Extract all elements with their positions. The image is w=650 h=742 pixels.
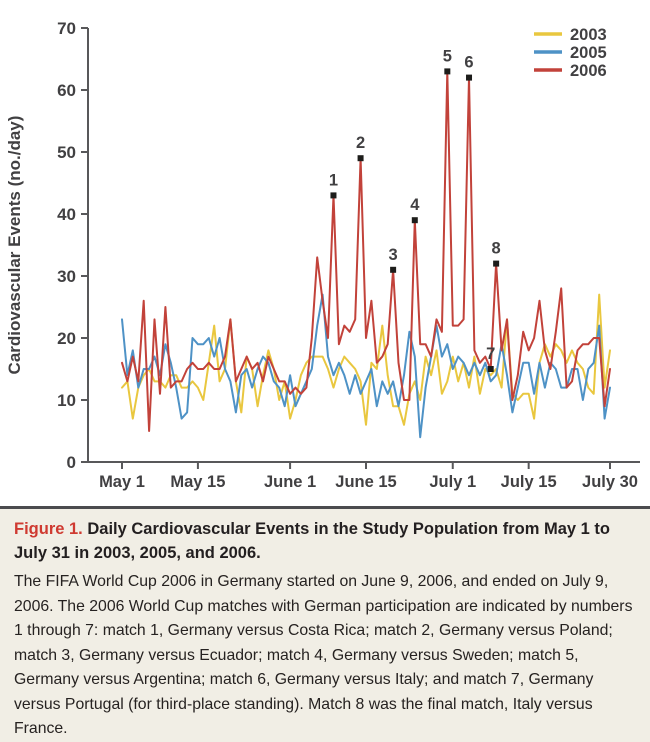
y-tick-label: 0 [66, 453, 76, 472]
y-tick-label: 70 [57, 19, 76, 38]
x-tick-label: June 1 [263, 473, 317, 491]
figure-caption-title [14, 517, 636, 565]
x-tick-label: July 15 [500, 473, 557, 491]
match-marker-7 [488, 366, 494, 372]
x-tick-label: July 30 [582, 473, 638, 491]
x-tick-label: May 1 [99, 473, 145, 491]
y-axis-title: Cardiovascular Events (no./day) [5, 115, 24, 375]
match-marker-2 [358, 155, 364, 161]
match-marker-8 [493, 261, 499, 267]
match-number-1: 1 [328, 171, 339, 190]
match-marker-4 [412, 217, 418, 223]
figure-caption [0, 506, 650, 742]
match-marker-5 [444, 68, 450, 74]
match-number-6: 6 [464, 53, 474, 72]
x-tick-label: May 15 [170, 473, 226, 491]
y-tick-label: 40 [57, 205, 76, 224]
y-tick-label: 60 [57, 81, 76, 100]
y-tick-label: 50 [57, 143, 76, 162]
y-tick-label: 30 [57, 267, 76, 286]
match-number-8: 8 [491, 239, 501, 258]
match-number-4: 4 [410, 196, 420, 215]
match-number-5: 5 [442, 47, 452, 66]
figure-caption-body: The FIFA World Cup 2006 in Germany started on June 9, 2006, and ended on July 9, 2006. The 2006 World Cup matches with German participation are indicated by numbers 1 through 7: match 1, Germany versus Costa Rica; match 2, Germany versus Poland; match 3, Germany versus Ecuador; match 4, Germany versus Sweden; match 5, Germany versus Argentina; match 6, Germany versus Italy; and match 7, Germany versus Portugal (for third-place standing). Match 8 was the final match, Italy versus France. [14, 573, 633, 737]
match-number-2: 2 [355, 134, 366, 153]
match-marker-6 [466, 75, 472, 81]
legend-label-2006: 2006 [570, 62, 607, 80]
legend-label-2005: 2005 [570, 44, 607, 62]
match-number-7: 7 [486, 345, 496, 363]
match-marker-1 [330, 192, 336, 198]
legend-label-2003: 2003 [570, 26, 607, 44]
y-tick-label: 10 [57, 391, 76, 410]
match-marker-3 [390, 267, 396, 273]
y-tick-label: 20 [57, 329, 76, 348]
figure-title-text: Daily Cardiovascular Events in the Study Population from May 1 to July 31 in 2003, 2005, and 2006. [14, 520, 610, 562]
figure-label: Figure 1. [14, 520, 83, 538]
match-number-3: 3 [388, 245, 398, 264]
x-tick-label: June 15 [335, 473, 397, 491]
x-tick-label: July 1 [429, 473, 477, 491]
